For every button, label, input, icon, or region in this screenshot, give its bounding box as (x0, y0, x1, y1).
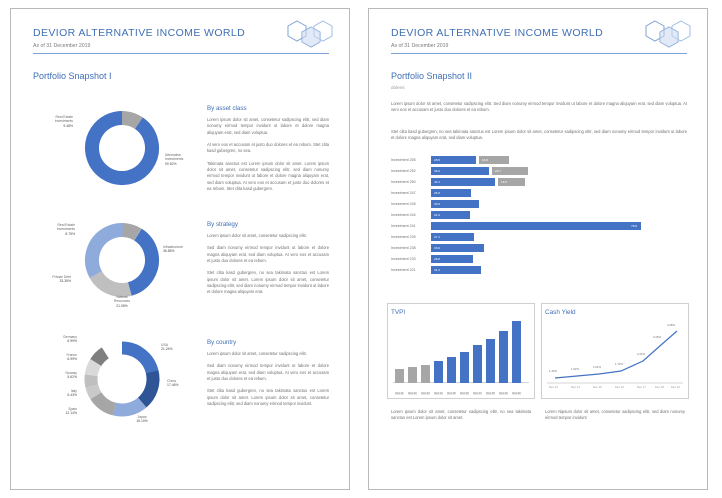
point-label: 1.72% (615, 362, 623, 366)
bar-value: 36.2 (434, 169, 441, 173)
bar-row (391, 199, 687, 210)
bar-row (391, 265, 687, 276)
bar-value: 18.3 (482, 158, 489, 162)
bar-row-label: Investment 255 (391, 157, 416, 162)
column-bar (434, 361, 443, 383)
bar-row (391, 155, 687, 166)
bar-row-label: Investment 238 (391, 245, 416, 250)
donut-label-usa: USA 21.24% (161, 343, 173, 352)
donut-label-spain: Spain 12.14% (65, 407, 77, 416)
bar-value: 22.7 (495, 169, 502, 173)
header-divider-right (391, 53, 687, 54)
axis-tick-label: Dec 18 (655, 385, 664, 389)
text-column-asset-class (207, 105, 329, 198)
column-bar (421, 365, 430, 383)
point-label: 4.28% (667, 323, 675, 327)
bar-row (391, 177, 687, 188)
bar-commitment (431, 211, 470, 219)
bar-commitment (431, 200, 479, 208)
bar-chart-investments (391, 155, 687, 291)
paragraph: Lorem ipsum dolor sit amet, consetetur sadipscing elitr. (207, 233, 307, 238)
bar-commitment (431, 178, 495, 186)
paragraph: Stet clita kasd gubergren, no sea takimata sanctus est Lorem ipsum dolor sit amet. Lorem ipsum dolor sit amet, consetetur sadipscing elitr, sed diam nonumy eirmod tempor invidunt ut labore et dolore magna aliquyam erat. (207, 270, 329, 295)
paragraph: Sed diam nonumy eirmod tempor invidunt ut labore et dolore magna aliquyam erat, sed diam voluptua. At vero eos et accusam et justo duo dolores et ea rebum. (207, 245, 329, 264)
axis-tick-label: Dec 14 (571, 385, 580, 389)
bar-row (391, 210, 687, 221)
text-column-country (207, 339, 329, 413)
bar-drawn (479, 156, 509, 164)
donut-label-japan: Japan 15.10% (136, 415, 148, 424)
donut-label-real-estate-2: Real Estate Investments 8.75% (56, 223, 75, 236)
bar-value: 40.1 (434, 180, 441, 184)
document-subtitle: As of 31 December 2019 (33, 43, 91, 49)
donut-chart-asset-class (54, 105, 187, 191)
bar-row-label: Investment 252 (391, 168, 416, 173)
bar-drawn (498, 178, 525, 186)
bar-row (391, 243, 687, 254)
paragraph: Lorem ipsum dolor sit amet, consetetur sadipscing elitr. (207, 351, 307, 356)
column-bar (486, 339, 495, 383)
point-label: 2.24% (637, 352, 645, 356)
bar-row-label: Investment 221 (391, 267, 416, 272)
column-heading-strategy: By strategy (207, 221, 238, 228)
bar-row-label: Investment 233 (391, 256, 416, 261)
text-column-strategy (207, 221, 329, 302)
chart-title-cash-yield: Cash Yield (545, 309, 576, 316)
bar-value: 30.0 (434, 202, 441, 206)
footer-text-left: Lorem ipsum dolor sit amet, consetetur sadipscing elitr, no sea takimata sanctus est Lorem ipsum dolor sit amet. (391, 409, 531, 421)
paragraph: Sed diam nonumy eirmod tempor invidunt ut labore et dolore magna aliquyam erat, sed diam voluptua. At vero eos et accusam et justo duo dolores et ea rebum. (207, 363, 329, 382)
bar-commitment (431, 266, 481, 274)
bar-value: 33.6 (434, 246, 441, 250)
hexagon-logo-left (281, 19, 335, 53)
axis-tick-label: Dec 14 (434, 392, 443, 395)
bar-value: 78.9 (630, 224, 637, 228)
donut-label-natural-resources: Natural Resources 21.05% (113, 295, 131, 308)
donut-label-norway: Norway 5.62% (65, 371, 77, 380)
point-label: 1.52% (571, 367, 579, 371)
bar-value: 28.5 (434, 158, 441, 162)
line-chart-cash-yield (547, 323, 683, 395)
axis-tick-label: Dec 18 (486, 392, 495, 395)
donut-label-china: China 17.46% (167, 379, 179, 388)
page-left-header (33, 27, 283, 49)
bar-value: 16.5 (501, 180, 508, 184)
bar-row (391, 221, 687, 232)
point-label: 1.44% (549, 369, 557, 373)
section-title-right: Portfolio Snapshot II (391, 71, 473, 81)
axis-tick-label: Dec 13 (421, 392, 430, 395)
donut-label-germany: Germany 6.99% (63, 335, 77, 344)
donut-label-private-debt: Private Debt 33.35% (52, 275, 71, 284)
axis-tick-label: Dec 16 (460, 392, 469, 395)
column-chart-tvpi (393, 325, 529, 395)
bar-commitment (431, 167, 489, 175)
intro-paragraph-1: Lorem ipsum dolor sit amet, consetetur sadipscing elitr. Sed diam nonumy eirmod tempor invidunt ut labore et dolore magna aliquyam erat, sed diam voluptua. At vero eos et accusam et justo duo dolores et ea rebum. (391, 101, 687, 113)
axis-tick-label: Dec 15 (447, 392, 456, 395)
axis-tick-label: Dec 15 (593, 385, 602, 389)
bar-commitment (431, 233, 474, 241)
column-bar (499, 331, 508, 383)
donut-chart-country (57, 331, 187, 427)
bar-row-label: Investment 241 (391, 223, 416, 228)
column-bar (408, 367, 417, 383)
axis-tick-label: Dec 17 (473, 392, 482, 395)
axis-tick-label: Dec 20 (512, 392, 521, 395)
donut-label-italy: Italy 5.43% (67, 389, 77, 398)
bar-row (391, 188, 687, 199)
bar-drawn (492, 167, 528, 175)
column-bar (395, 369, 404, 383)
column-heading-asset-class: By asset class (207, 105, 247, 112)
axis-tick-label: Dec 19 (671, 385, 680, 389)
bar-row-label: Investment 244 (391, 212, 416, 217)
bar-commitment (431, 189, 471, 197)
bar-commitment (431, 255, 473, 263)
column-bar (512, 321, 521, 383)
bar-commitment (431, 244, 484, 252)
paragraph: Stet clita kasd gubergren, no sea takimata sanctus est Lorem ipsum dolor sit amet. Lorem ipsum dolor sit amet, consetetur sadipscing elitr, sed diam nonumy eirmod tempor invidunt. (207, 388, 329, 407)
bar-value: 27.1 (434, 235, 441, 239)
bar-row (391, 254, 687, 265)
column-heading-country: By country (207, 339, 237, 346)
section-title-left: Portfolio Snapshot I (33, 71, 112, 81)
bar-value: 24.4 (434, 213, 441, 217)
bar-value: 26.8 (434, 257, 441, 261)
bar-row (391, 166, 687, 177)
point-label: 3.26% (653, 335, 661, 339)
page-right-header (391, 27, 641, 49)
bar-row-label: Investment 250 (391, 179, 416, 184)
column-bar (460, 352, 469, 383)
bar-row-label: Investment 239 (391, 234, 416, 239)
document-title: DEVIOR ALTERNATIVE INCOME WORLD (33, 27, 246, 39)
bar-row-label: Investment 245 (391, 201, 416, 206)
donut-label-france: France 6.99% (66, 353, 77, 362)
bar-row (391, 232, 687, 243)
paragraph: At vero eos et accusam et justo duo dolores et ea rebum. Stet clita kasd gubergren, no sea. (207, 142, 329, 154)
axis-tick-label: Dec 11 (395, 392, 404, 395)
document-subtitle: As of 31 December 2019 (391, 43, 449, 49)
hexagon-logo-right (639, 19, 693, 53)
footer-text-right: Lorem Nipsum dolor sit amet, consetetur sadipscing elitr, sed diam nonumy eirmod tempor invidunt (545, 409, 685, 421)
axis-tick-label: Dec 19 (499, 392, 508, 395)
axis-tick-label: Dec 17 (637, 385, 646, 389)
page-right (368, 8, 708, 490)
donut-chart-strategy (52, 217, 187, 308)
axis-tick-label: Dec 13 (549, 385, 558, 389)
donut-label-alternative: Alternative Investments 90.52% (165, 153, 184, 166)
bar-value: 31.2 (434, 268, 441, 272)
paragraph: Takimata sanctus est Lorem ipsum dolor sit amet. Lorem ipsum dolor sit amet, consetetur sadipscing elitr, sed diam nonumy eirmod tempor invidunt ut labore et dolore magna aliquyam erat, sed diam voluptua. At vero eos et accusam et justo duo dolores et ea rebum. Stet clita kasd gubergren. (207, 160, 329, 192)
bar-commitment (431, 156, 476, 164)
bar-value: 25.3 (434, 191, 441, 195)
column-bar (447, 357, 456, 383)
donut-label-infrastructure: Infrastructure 36.85% (163, 245, 183, 254)
paragraph: Lorem ipsum dolor sit amet, consetetur sadipscing elitr, sed diam nonumy eirmod tempor invidunt ut labore et dolore magna aliquyam erat, sed diam voluptua. (207, 117, 329, 135)
header-divider-left (33, 53, 329, 54)
document-title: DEVIOR ALTERNATIVE INCOME WORLD (391, 27, 604, 39)
page-left (10, 8, 350, 490)
donut-label-real-estate: Real Estate Investments 9.48% (54, 115, 73, 128)
axis-tick-label: Dec 16 (615, 385, 624, 389)
point-label: 1.61% (593, 365, 601, 369)
bar-row-label: Investment 247 (391, 190, 416, 195)
section-subtitle-right: dolens (391, 85, 405, 90)
intro-paragraph-2: Stet clita kasd gubergren, no sea takimata sanctus est Lorem ipsum dolor sit amet, consetetur sadipscing elitr, sed diam nonumy eirmod tempor invidunt ut labore et dolore magna aliquyam erat, sed diam voluptua. (391, 129, 687, 141)
column-bar (473, 345, 482, 383)
chart-title-tvpi: TVPI (391, 309, 406, 316)
axis-tick-label: Dec 12 (408, 392, 417, 395)
